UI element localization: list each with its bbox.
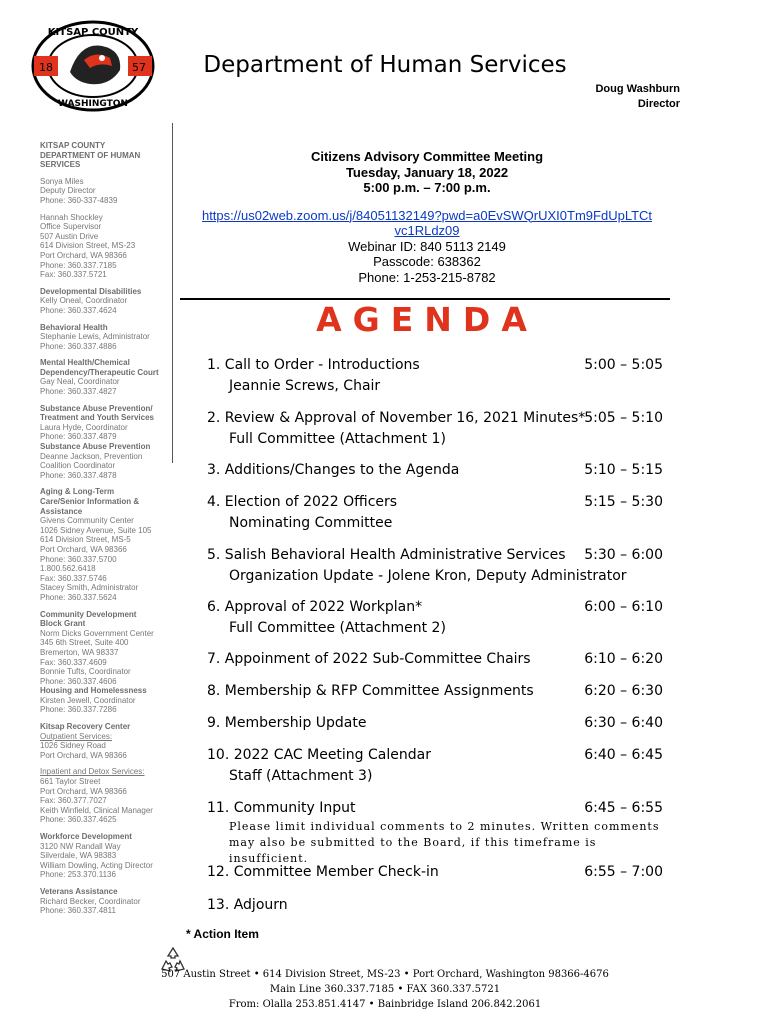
agenda-item-time: 5:30 – 6:00 bbox=[584, 547, 663, 563]
sidebar-line: Coalition Coordinator bbox=[40, 461, 116, 471]
sidebar-line: Phone: 360-337-4839 bbox=[40, 195, 118, 205]
agenda-item-presenter: Nominating Committee bbox=[229, 515, 393, 531]
agenda-item bbox=[207, 862, 663, 883]
footer-address bbox=[0, 967, 770, 1012]
sidebar-line: Norm Dicks Government Center bbox=[40, 628, 154, 638]
agenda-item-label: 8. Membership & RFP Committee Assignments bbox=[207, 683, 534, 699]
sidebar-line: Phone: 253.370.1136 bbox=[40, 870, 116, 880]
sidebar-line: Phone: 360.337.4624 bbox=[40, 305, 117, 315]
sidebar-section bbox=[40, 722, 168, 760]
webinar-id: Webinar ID: 840 5113 2149 bbox=[348, 238, 506, 254]
sidebar-line: Substance Abuse Prevention/ bbox=[40, 403, 153, 413]
sidebar-line: 1.800.562.6418 bbox=[40, 564, 96, 574]
sidebar-line: Aging & Long-Term bbox=[40, 487, 115, 497]
sidebar-line: Kitsap Recovery Center bbox=[40, 722, 131, 732]
agenda-item-presenter: Jeannie Screws, Chair bbox=[229, 378, 381, 394]
sidebar-line: Sonya Miles bbox=[40, 176, 84, 186]
sidebar-line: Port Orchard, WA 98366 bbox=[40, 750, 127, 760]
sidebar-line: Housing and Homelessness bbox=[40, 686, 147, 696]
sidebar-section bbox=[40, 287, 168, 316]
svg-text:18: 18 bbox=[39, 61, 53, 74]
department-title: Department of Human Services bbox=[203, 52, 567, 78]
sidebar-line: Fax: 360.377.7027 bbox=[40, 796, 107, 806]
agenda-item-label: 11. Community Input bbox=[207, 800, 356, 816]
sidebar-line: Fax: 360.337.5721 bbox=[40, 270, 107, 280]
sidebar-line: Port Orchard, WA 98366 bbox=[40, 786, 127, 796]
sidebar-line: 1026 Sidney Avenue, Suite 105 bbox=[40, 525, 152, 535]
sidebar-line: Behavioral Health bbox=[40, 322, 108, 332]
sidebar-line: Block Grant bbox=[40, 619, 86, 629]
sidebar-line: Fax: 360.337.5746 bbox=[40, 573, 107, 583]
sidebar-section bbox=[40, 487, 168, 602]
sidebar-line: Phone: 360.337.4811 bbox=[40, 906, 116, 916]
sidebar-line: 614 Division Street, MS-5 bbox=[40, 535, 131, 545]
agenda-item-time: 5:15 – 5:30 bbox=[584, 494, 663, 510]
sidebar-line: Workforce Development bbox=[40, 832, 132, 841]
zoom-link-line2[interactable]: vc1RLdz09 bbox=[394, 223, 460, 238]
sidebar-line: Keith Winfield, Clinical Manager bbox=[40, 805, 153, 815]
agenda-item-note: Please limit individual comments to 2 minutes. Written comments may also be submitted to the Board, if this timeframe is insufficient. bbox=[229, 820, 660, 865]
sidebar-line: Outpatient Services: bbox=[40, 731, 113, 741]
sidebar-line: Phone: 360.337.4886 bbox=[40, 341, 117, 351]
agenda-item-label: 12. Committee Member Check-in bbox=[207, 864, 439, 880]
agenda-item-time: 6:00 – 6:10 bbox=[584, 599, 663, 615]
agenda-item bbox=[207, 745, 663, 787]
sidebar-line: Phone: 360.337.4879 bbox=[40, 432, 117, 442]
sidebar-section bbox=[40, 141, 168, 170]
sidebar-line: Givens Community Center bbox=[40, 516, 134, 526]
sidebar-line: William Dowling, Acting Director bbox=[40, 860, 153, 870]
sidebar-line: Substance Abuse Prevention bbox=[40, 442, 151, 452]
sidebar-line: Phone: 360.337.7185 bbox=[40, 260, 117, 270]
sidebar-line: Phone: 360.337.4606 bbox=[40, 676, 117, 686]
agenda-item bbox=[207, 408, 663, 450]
sidebar-line: Assistance bbox=[40, 506, 83, 516]
sidebar-line: Phone: 360.337.4625 bbox=[40, 815, 117, 825]
sidebar-line: Stephanie Lewis, Administrator bbox=[40, 332, 150, 342]
agenda-item-presenter: Full Committee (Attachment 1) bbox=[229, 431, 446, 447]
agenda-item-time: 6:55 – 7:00 bbox=[584, 864, 663, 880]
sidebar-line: Richard Becker, Coordinator bbox=[40, 896, 141, 906]
sidebar-line: Deanne Jackson, Prevention bbox=[40, 451, 143, 461]
agenda-item bbox=[207, 545, 663, 587]
agenda-item bbox=[207, 355, 663, 397]
agenda-item-time: 5:05 – 5:10 bbox=[584, 410, 663, 426]
agenda-item-time: 6:20 – 6:30 bbox=[584, 683, 663, 699]
agenda-item-label: 7. Appoinment of 2022 Sub-Committee Chairs bbox=[207, 651, 531, 667]
sidebar-line: Phone: 360.337.4827 bbox=[40, 387, 117, 397]
agenda-item-time: 6:30 – 6:40 bbox=[584, 715, 663, 731]
sidebar-line: Mental Health/Chemical bbox=[40, 358, 130, 368]
svg-text:KITSAP COUNTY: KITSAP COUNTY bbox=[47, 27, 139, 38]
sidebar-line: Hannah Shockley bbox=[40, 212, 103, 222]
agenda-item bbox=[207, 597, 663, 639]
agenda-item bbox=[207, 492, 663, 534]
agenda-item bbox=[207, 460, 663, 481]
agenda-item-time: 6:10 – 6:20 bbox=[584, 651, 663, 667]
agenda-item-label: 10. 2022 CAC Meeting Calendar bbox=[207, 747, 431, 763]
sidebar-line: 345 6th Street, Suite 400 bbox=[40, 638, 129, 648]
sidebar-line: Phone: 360.337.7286 bbox=[40, 705, 117, 715]
sidebar-line: Laura Hyde, Coordinator bbox=[40, 422, 128, 432]
sidebar-line: Phone: 360.337.5700 bbox=[40, 554, 117, 564]
agenda-item-time: 6:45 – 6:55 bbox=[584, 800, 663, 816]
sidebar-line: SERVICES bbox=[40, 160, 81, 170]
agenda-item-label: 6. Approval of 2022 Workplan* bbox=[207, 599, 423, 615]
agenda-item-label: 3. Additions/Changes to the Agenda bbox=[207, 462, 460, 478]
sidebar-section bbox=[40, 358, 168, 396]
director-block bbox=[595, 82, 680, 112]
sidebar-section bbox=[40, 323, 168, 352]
agenda-item-label: 2. Review & Approval of November 16, 2021 Minutes* bbox=[207, 410, 586, 426]
sidebar-rule bbox=[172, 123, 173, 463]
sidebar-line: Kirsten Jewell, Coordinator bbox=[40, 695, 136, 705]
sidebar-section bbox=[40, 887, 168, 916]
sidebar-line: Veterans Assistance bbox=[40, 886, 118, 896]
action-item-note: * Action Item bbox=[186, 927, 259, 941]
sidebar-line: Community Development bbox=[40, 609, 137, 619]
sidebar-line: Stacey Smith, Administrator bbox=[40, 583, 139, 593]
meeting-info bbox=[180, 149, 674, 285]
sidebar-section bbox=[40, 404, 168, 481]
sidebar-line: 661 Taylor Street bbox=[40, 777, 101, 787]
agenda-item-time: 5:10 – 5:15 bbox=[584, 462, 663, 478]
sidebar-contacts bbox=[40, 141, 168, 923]
sidebar-line: Phone: 360.337.4878 bbox=[40, 470, 117, 480]
sidebar-line: Port Orchard, WA 98366 bbox=[40, 544, 127, 554]
phone: Phone: 1-253-215-8782 bbox=[358, 269, 496, 285]
agenda-item bbox=[207, 649, 663, 670]
sidebar-line: 507 Austin Drive bbox=[40, 231, 99, 241]
sidebar-line: 3120 NW Randall Way bbox=[40, 841, 121, 851]
sidebar-section bbox=[40, 832, 168, 880]
sidebar-line: Treatment and Youth Services bbox=[40, 413, 154, 423]
sidebar-line: Deputy Director bbox=[40, 186, 96, 196]
footer-line1: 507 Austin Street • 614 Division Street, MS-23 • Port Orchard, Washington 98366-4676 bbox=[161, 969, 609, 980]
agenda-item-time: 5:00 – 5:05 bbox=[584, 357, 663, 373]
sidebar-section bbox=[40, 213, 168, 280]
sidebar-line: Fax: 360.337.4609 bbox=[40, 657, 107, 667]
sidebar-line: Gay Neal, Coordinator bbox=[40, 377, 120, 387]
sidebar-line: Dependency/Therapeutic Court bbox=[40, 367, 159, 377]
sidebar-line: Developmental Disabilities bbox=[40, 286, 142, 296]
agenda-item-label: 4. Election of 2022 Officers bbox=[207, 494, 398, 510]
sidebar-section bbox=[40, 177, 168, 206]
sidebar-line: 1026 Sidney Road bbox=[40, 741, 106, 751]
agenda-item-label: 13. Adjourn bbox=[207, 897, 288, 913]
agenda-item bbox=[207, 895, 663, 916]
sidebar-section bbox=[40, 767, 168, 825]
svg-text:WASHINGTON: WASHINGTON bbox=[58, 99, 128, 109]
sidebar-line: Inpatient and Detox Services: bbox=[40, 767, 145, 777]
svg-text:57: 57 bbox=[132, 61, 146, 74]
meeting-time: 5:00 p.m. – 7:00 p.m. bbox=[363, 180, 491, 195]
director-title: Director bbox=[637, 98, 680, 110]
agenda-item-label: 5. Salish Behavioral Health Administrative Services bbox=[207, 547, 566, 563]
sidebar-line: Office Supervisor bbox=[40, 222, 102, 232]
zoom-link-line1[interactable]: https://us02web.zoom.us/j/84051132149?pwd=a0EvSWQrUXI0Tm9FdUpLTCt bbox=[201, 207, 653, 223]
agenda-item bbox=[207, 798, 663, 867]
passcode: Passcode: 638362 bbox=[373, 254, 481, 269]
sidebar-line: Bremerton, WA 98337 bbox=[40, 647, 119, 657]
meeting-title: Citizens Advisory Committee Meeting bbox=[310, 149, 544, 164]
agenda-item bbox=[207, 713, 663, 734]
agenda-title: AGENDA bbox=[316, 300, 538, 339]
agenda-item-label: 9. Membership Update bbox=[207, 715, 367, 731]
agenda-item-time: 6:40 – 6:45 bbox=[584, 747, 663, 763]
agenda-item bbox=[207, 681, 663, 702]
sidebar-line: KITSAP COUNTY bbox=[40, 141, 106, 150]
sidebar-line: Phone: 360.337.5624 bbox=[40, 592, 117, 602]
agenda-item-presenter: Staff (Attachment 3) bbox=[229, 768, 373, 784]
sidebar-line: Care/Senior Information & bbox=[40, 497, 140, 506]
sidebar-line: DEPARTMENT OF HUMAN bbox=[40, 150, 141, 160]
agenda-item-presenter: Full Committee (Attachment 2) bbox=[229, 620, 446, 636]
sidebar-line: Bonnie Tufts, Coordinator bbox=[40, 667, 131, 677]
footer-line3: From: Olalla 253.851.4147 • Bainbridge Island 206.842.2061 bbox=[228, 999, 542, 1010]
sidebar-line: 614 Division Street, MS-23 bbox=[40, 241, 136, 251]
director-name: Doug Washburn bbox=[595, 83, 680, 95]
sidebar-section bbox=[40, 610, 168, 716]
sidebar-line: Port Orchard, WA 98366 bbox=[40, 250, 127, 260]
agenda-item-presenter: Organization Update - Jolene Kron, Deputy Administrator bbox=[229, 568, 627, 584]
meeting-date: Tuesday, January 18, 2022 bbox=[345, 164, 509, 180]
zoom-link[interactable] bbox=[180, 208, 674, 239]
sidebar-line: Kelly Oneal, Coordinator bbox=[40, 296, 128, 306]
agenda-item-label: 1. Call to Order - Introductions bbox=[207, 357, 420, 373]
footer-line2: Main Line 360.337.7185 • FAX 360.337.5721 bbox=[269, 984, 501, 995]
sidebar-line: Silverdale, WA 98383 bbox=[40, 851, 117, 861]
